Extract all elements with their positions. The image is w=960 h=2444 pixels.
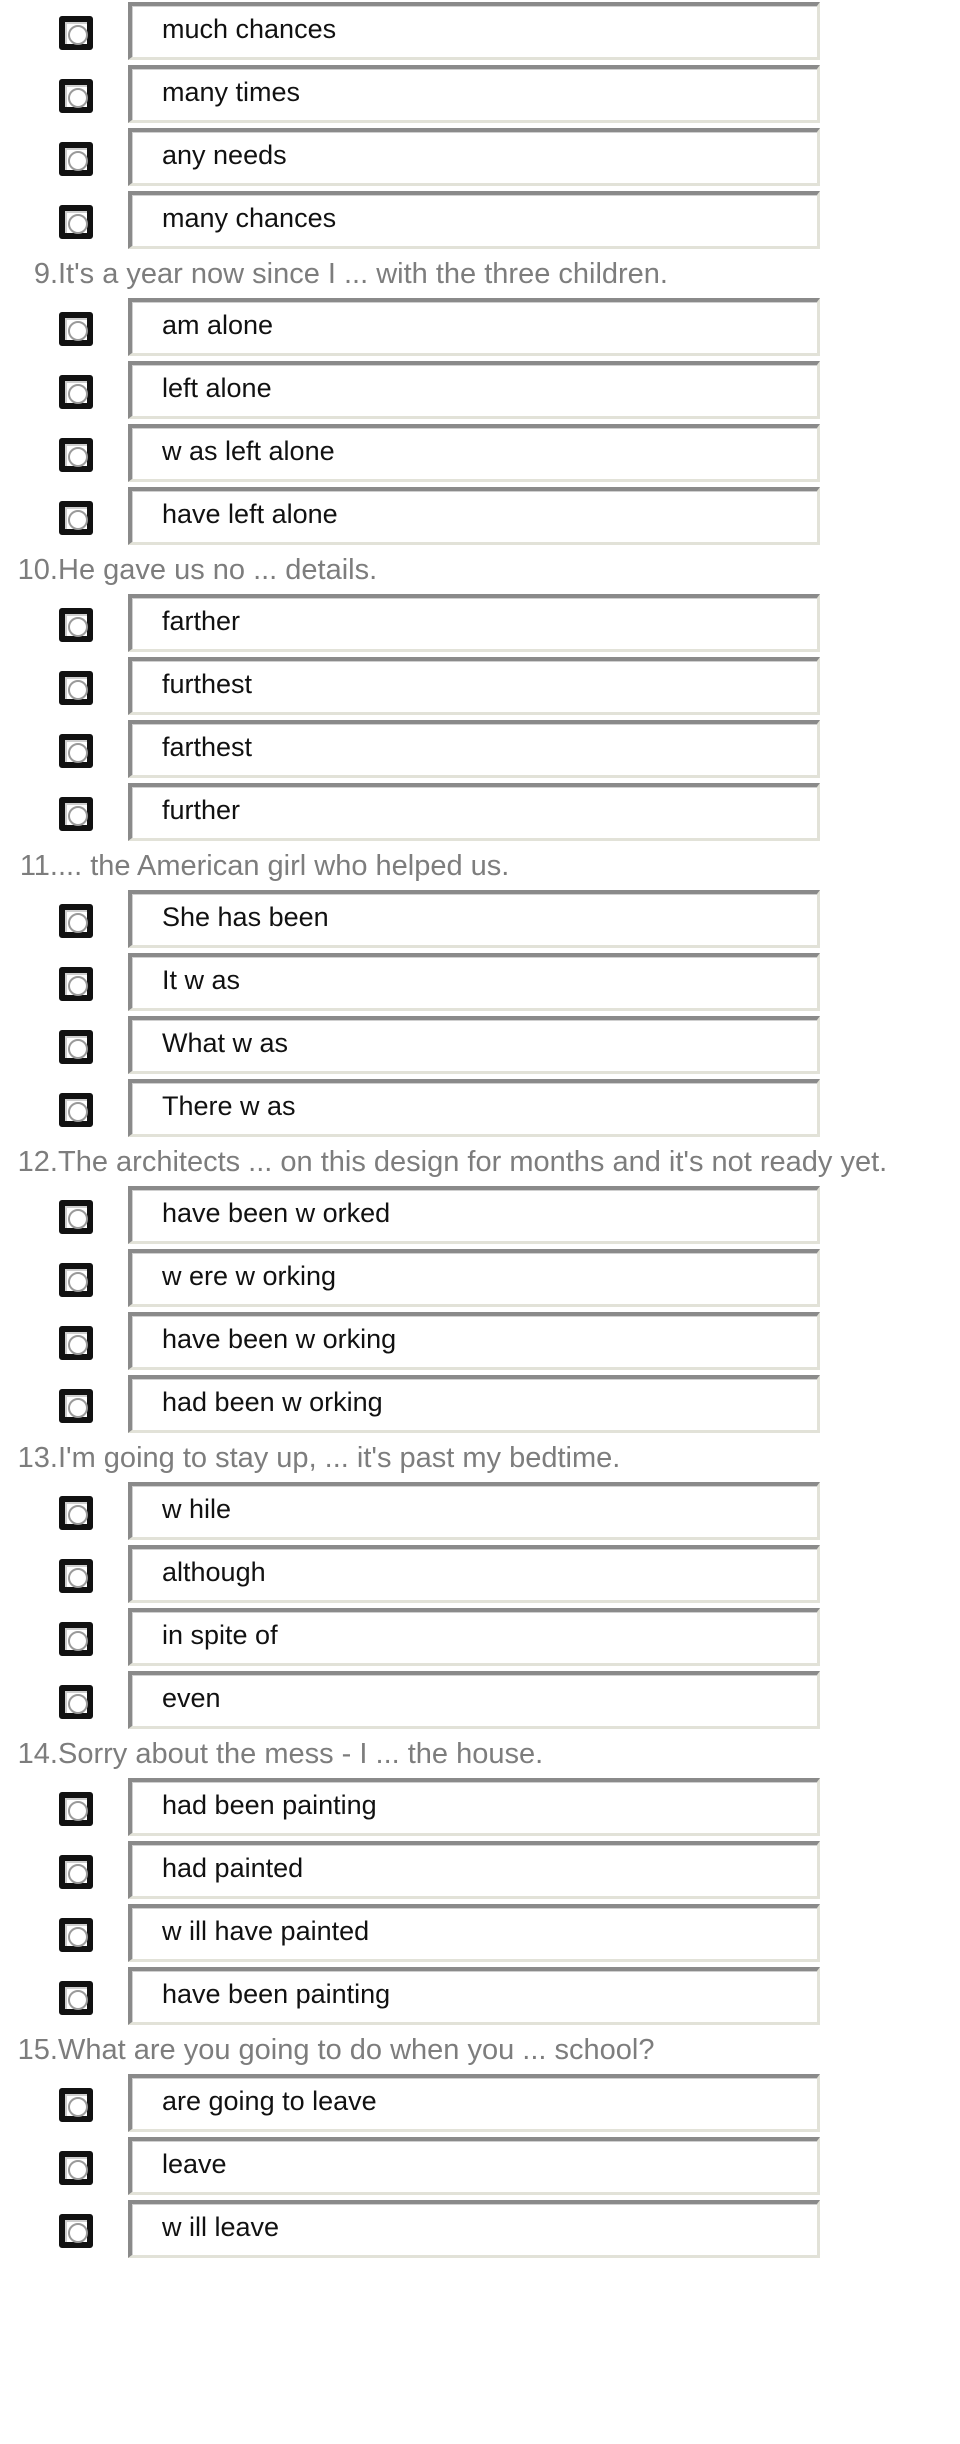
answer-label: have been w orked	[162, 1198, 391, 1228]
answer-box[interactable]	[128, 2, 820, 60]
answer-box[interactable]	[128, 1482, 820, 1540]
radio-button-icon[interactable]	[59, 1389, 93, 1423]
answer-box[interactable]	[128, 361, 820, 419]
answer-option[interactable]	[0, 359, 960, 422]
answer-label: had painted	[162, 1853, 304, 1883]
answer-box[interactable]	[128, 128, 820, 186]
answer-option[interactable]	[0, 296, 960, 359]
radio-button-icon[interactable]	[59, 734, 93, 768]
answer-box[interactable]	[128, 2200, 820, 2258]
radio-button-icon[interactable]	[59, 1496, 93, 1530]
radio-button-icon[interactable]	[59, 1093, 93, 1127]
answer-box[interactable]	[128, 720, 820, 778]
radio-button-icon[interactable]	[59, 375, 93, 409]
answer-label: leave	[162, 2149, 227, 2179]
answer-box[interactable]	[128, 1904, 820, 1962]
radio-button-icon[interactable]	[59, 501, 93, 535]
radio-button-icon[interactable]	[59, 1792, 93, 1826]
answer-option[interactable]	[0, 951, 960, 1014]
radio-button-icon[interactable]	[59, 1918, 93, 1952]
answer-option[interactable]	[0, 1310, 960, 1373]
answer-label: further	[162, 795, 241, 825]
answer-option[interactable]	[0, 2135, 960, 2198]
answer-box[interactable]	[128, 1545, 820, 1603]
answer-label: had been w orking	[162, 1387, 383, 1417]
radio-button-icon[interactable]	[59, 205, 93, 239]
radio-button-icon[interactable]	[59, 16, 93, 50]
answer-box[interactable]	[128, 487, 820, 545]
answer-option[interactable]	[0, 189, 960, 252]
answer-box[interactable]	[128, 1841, 820, 1899]
question-prompt: ... the American girl who helped us.	[58, 849, 510, 882]
radio-button-icon[interactable]	[59, 904, 93, 938]
answer-option[interactable]	[0, 422, 960, 485]
answer-box[interactable]	[128, 1375, 820, 1433]
answer-option[interactable]	[0, 1776, 960, 1839]
radio-button-icon[interactable]	[59, 1685, 93, 1719]
answer-option[interactable]	[0, 126, 960, 189]
answer-option[interactable]	[0, 1839, 960, 1902]
answer-box[interactable]	[128, 2137, 820, 2195]
radio-button-icon[interactable]	[59, 312, 93, 346]
radio-button-icon[interactable]	[59, 2151, 93, 2185]
question-10	[0, 548, 960, 592]
answer-label: in spite of	[162, 1620, 278, 1650]
answer-label: any needs	[162, 140, 287, 170]
answer-label: have left alone	[162, 499, 338, 529]
question-number: 15.	[17, 2033, 58, 2066]
question-13	[0, 1436, 960, 1480]
answer-label: although	[162, 1557, 266, 1587]
answer-label: w ere w orking	[162, 1261, 337, 1291]
question-prompt: It's a year now since I ... with the three children.	[58, 257, 668, 290]
answer-option[interactable]	[0, 2072, 960, 2135]
question-prompt: Sorry about the mess - I ... the house.	[58, 1737, 544, 1770]
answer-box[interactable]	[128, 191, 820, 249]
answer-label: had been painting	[162, 1790, 377, 1820]
radio-button-icon[interactable]	[59, 438, 93, 472]
answer-box[interactable]	[128, 1186, 820, 1244]
answer-label: many times	[162, 77, 301, 107]
question-14	[0, 1732, 960, 1776]
answer-box[interactable]	[128, 298, 820, 356]
answer-option[interactable]	[0, 1247, 960, 1310]
answer-box[interactable]	[128, 1079, 820, 1137]
radio-button-icon[interactable]	[59, 1855, 93, 1889]
answer-option[interactable]	[0, 1077, 960, 1140]
answer-box[interactable]	[128, 594, 820, 652]
answer-label: left alone	[162, 373, 272, 403]
answer-label: w ill leave	[162, 2212, 280, 2242]
answer-option[interactable]	[0, 1373, 960, 1436]
answer-box[interactable]	[128, 65, 820, 123]
answer-box[interactable]	[128, 1016, 820, 1074]
answer-option[interactable]	[0, 63, 960, 126]
answer-box[interactable]	[128, 783, 820, 841]
answer-label: have been painting	[162, 1979, 391, 2009]
answer-label: much chances	[162, 14, 337, 44]
radio-button-icon[interactable]	[59, 1030, 93, 1064]
radio-button-icon[interactable]	[59, 1263, 93, 1297]
radio-button-icon[interactable]	[59, 1622, 93, 1656]
answer-option[interactable]	[0, 1543, 960, 1606]
question-prompt: What are you going to do when you ... school?	[58, 2033, 655, 2066]
answer-option[interactable]	[0, 655, 960, 718]
radio-button-icon[interactable]	[59, 608, 93, 642]
answer-option[interactable]	[0, 1669, 960, 1732]
radio-button-icon[interactable]	[59, 1559, 93, 1593]
answer-label: furthest	[162, 669, 253, 699]
answer-box[interactable]	[128, 1249, 820, 1307]
question-number: 10.	[17, 553, 58, 586]
radio-button-icon[interactable]	[59, 1981, 93, 2015]
answer-option[interactable]	[0, 592, 960, 655]
question-prompt: I'm going to stay up, ... it's past my bedtime.	[58, 1441, 621, 1474]
answer-box[interactable]	[128, 890, 820, 948]
radio-button-icon[interactable]	[59, 2088, 93, 2122]
answer-option[interactable]	[0, 1184, 960, 1247]
question-15	[0, 2028, 960, 2072]
radio-button-icon[interactable]	[59, 1200, 93, 1234]
question-prompt: He gave us no ... details.	[58, 553, 378, 586]
radio-button-icon[interactable]	[59, 2214, 93, 2248]
answer-option[interactable]	[0, 1965, 960, 2028]
answer-box[interactable]	[128, 1778, 820, 1836]
answer-option[interactable]	[0, 1606, 960, 1669]
answer-box[interactable]	[128, 1312, 820, 1370]
answer-label: w ill have painted	[162, 1916, 370, 1946]
answer-label: even	[162, 1683, 221, 1713]
question-number: 11.	[19, 849, 58, 882]
answer-label: There w as	[162, 1091, 296, 1121]
answer-box[interactable]	[128, 1967, 820, 2025]
question-12	[0, 1140, 960, 1184]
question-number: 14.	[17, 1737, 58, 1770]
answer-label: are going to leave	[162, 2086, 377, 2116]
radio-button-icon[interactable]	[59, 79, 93, 113]
radio-button-icon[interactable]	[59, 797, 93, 831]
radio-button-icon[interactable]	[59, 671, 93, 705]
answer-label: w hile	[162, 1494, 232, 1524]
answer-label: am alone	[162, 310, 274, 340]
answer-option[interactable]	[0, 781, 960, 844]
answer-box[interactable]	[128, 2074, 820, 2132]
answer-option[interactable]	[0, 1014, 960, 1077]
radio-button-icon[interactable]	[59, 967, 93, 1001]
question-number: 9.	[33, 257, 58, 290]
answer-label: many chances	[162, 203, 337, 233]
answer-option[interactable]	[0, 2198, 960, 2261]
answer-option[interactable]	[0, 485, 960, 548]
answer-option[interactable]	[0, 0, 960, 63]
answer-option[interactable]	[0, 888, 960, 951]
answer-option[interactable]	[0, 718, 960, 781]
radio-button-icon[interactable]	[59, 142, 93, 176]
answer-box[interactable]	[128, 953, 820, 1011]
answer-label: What w as	[162, 1028, 289, 1058]
question-9	[0, 252, 960, 296]
radio-button-icon[interactable]	[59, 1326, 93, 1360]
answer-option[interactable]	[0, 1480, 960, 1543]
question-11	[0, 844, 960, 888]
answer-label: It w as	[162, 965, 241, 995]
answer-label: She has been	[162, 902, 329, 932]
answer-label: w as left alone	[162, 436, 335, 466]
answer-label: farthest	[162, 732, 253, 762]
answer-box[interactable]	[128, 657, 820, 715]
answer-box[interactable]	[128, 1608, 820, 1666]
question-number: 13.	[17, 1441, 58, 1474]
question-prompt: The architects ... on this design for months and it's not ready yet.	[58, 1145, 888, 1178]
answer-label: farther	[162, 606, 241, 636]
answer-option[interactable]	[0, 1902, 960, 1965]
question-number: 12.	[17, 1145, 58, 1178]
answer-box[interactable]	[128, 424, 820, 482]
answer-label: have been w orking	[162, 1324, 397, 1354]
answer-box[interactable]	[128, 1671, 820, 1729]
